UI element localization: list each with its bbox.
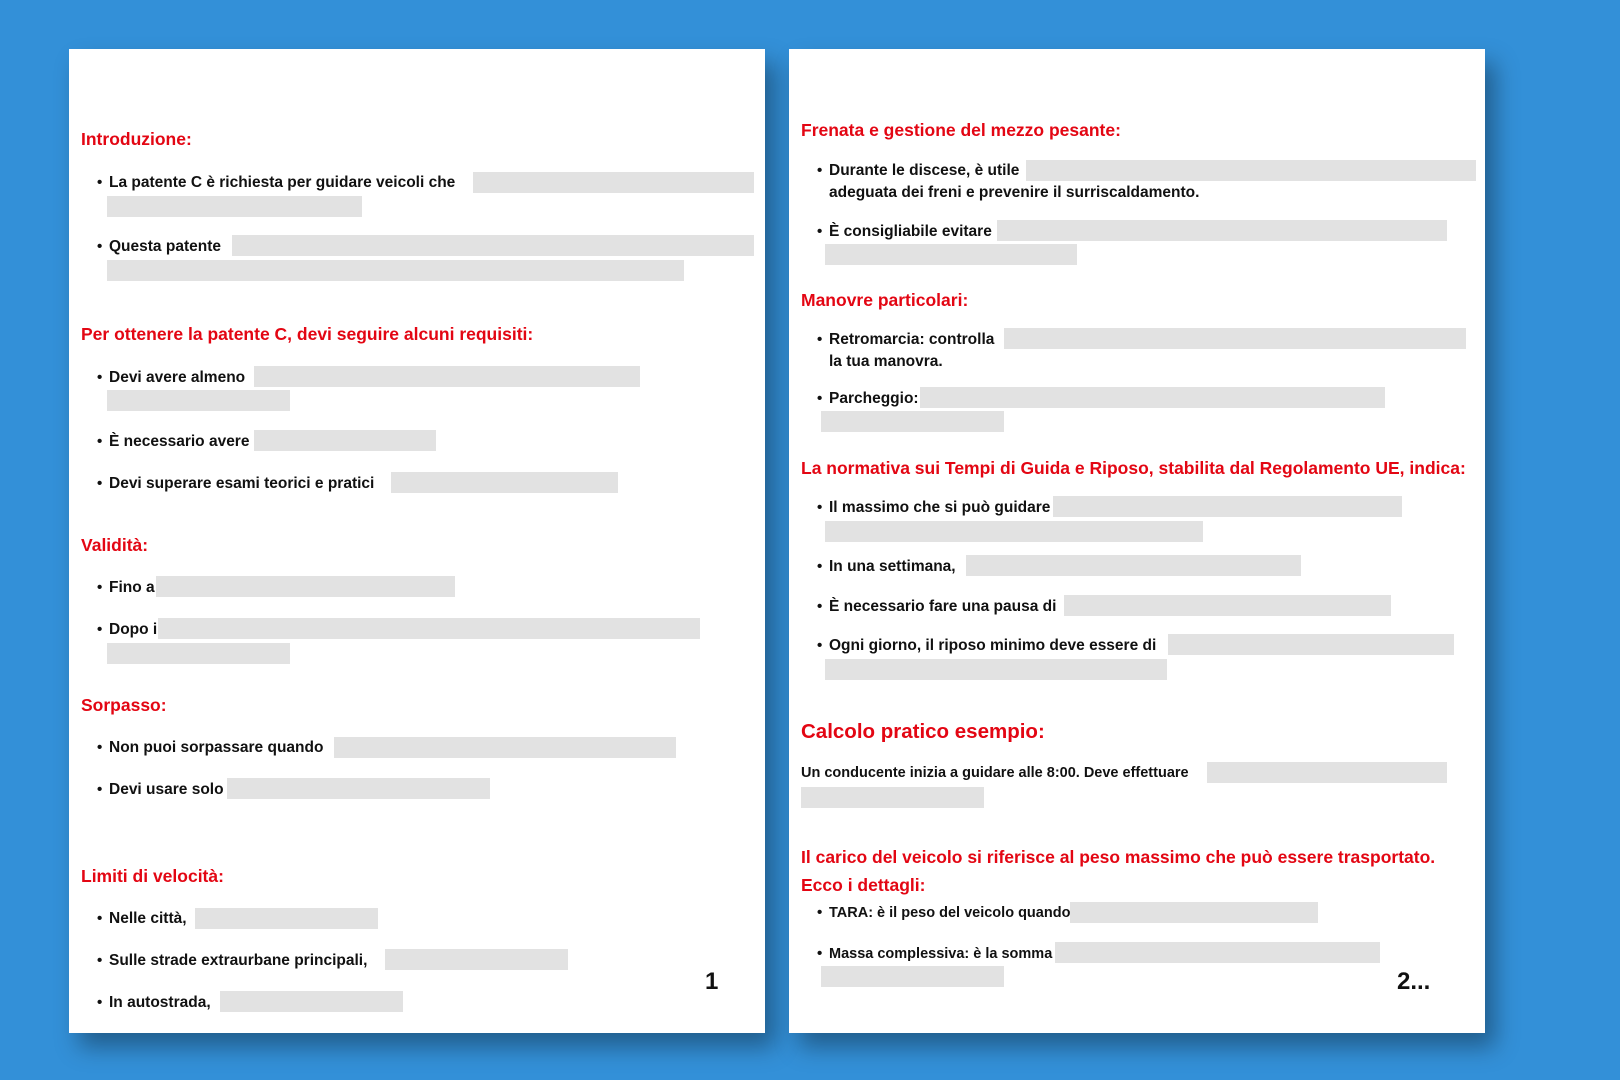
redacted-text <box>1055 942 1380 963</box>
bullet-icon: • <box>817 223 823 240</box>
bullet-icon: • <box>97 475 103 492</box>
heading-frenata: Frenata e gestione del mezzo pesante: <box>801 120 1121 140</box>
bullet-icon: • <box>817 637 823 654</box>
heading-introduzione: Introduzione: <box>81 129 192 149</box>
document-page-2: Frenata e gestione del mezzo pesante: • Durante le discese, è utile adeguata dei freni e prevenire il surriscaldamento. • È consigliabile evitare Manovre particolari: • Retromarcia: controlla la tua manovra. • Parcheggio: La normativa sui Tempi di Guida e Riposo, stabilita dal Regolamento UE, indica: • Il massimo che si può guidare • In una settimana, • È necessario fare una pausa di • Ogni giorno, il riposo minimo deve essere di Calcolo pratico esempio: Un conducente inizia a guidare alle 8:00. Deve effettuare Il carico del veicolo si riferisce al peso massimo che può essere trasportato. Ecco i dettagli: • TARA: è il peso del veicolo quando • Massa complessiva: è la somma 2... <box>789 49 1485 1033</box>
bullet-icon: • <box>97 238 103 255</box>
redacted-text <box>391 472 618 493</box>
redacted-text <box>1026 160 1476 181</box>
redacted-text <box>107 196 362 217</box>
heading-calcolo: Calcolo pratico esempio: <box>801 720 1045 743</box>
redacted-text <box>821 966 1004 987</box>
bullet-icon: • <box>97 433 103 450</box>
redacted-text <box>254 366 640 387</box>
redacted-text <box>825 659 1167 680</box>
bullet-icon: • <box>817 499 823 516</box>
redacted-text <box>997 220 1447 241</box>
redacted-text <box>107 260 684 281</box>
bullet-icon: • <box>97 739 103 756</box>
redacted-text <box>107 390 290 411</box>
redacted-text <box>156 576 455 597</box>
bullet-icon: • <box>97 910 103 927</box>
redacted-text <box>385 949 568 970</box>
heading-requisiti: Per ottenere la patente C, devi seguire alcuni requisiti: <box>81 324 534 344</box>
redacted-text <box>825 244 1077 265</box>
redacted-text <box>107 643 290 664</box>
redacted-text <box>1004 328 1466 349</box>
bullet-icon: • <box>817 904 823 921</box>
redacted-text <box>920 387 1385 408</box>
heading-manovre: Manovre particolari: <box>801 290 969 310</box>
bullet-icon: • <box>817 390 823 407</box>
bullet-icon: • <box>97 579 103 596</box>
heading-limiti-velocita: Limiti di velocità: <box>81 866 224 886</box>
redacted-text <box>801 787 984 808</box>
bullet-icon: • <box>97 781 103 798</box>
redacted-text <box>473 172 754 193</box>
bullet-icon: • <box>97 952 103 969</box>
redacted-text <box>821 411 1004 432</box>
redacted-text <box>227 778 490 799</box>
bullet-icon: • <box>817 162 823 179</box>
redacted-text <box>1207 762 1447 783</box>
redacted-text <box>254 430 436 451</box>
bullet-icon: • <box>817 331 823 348</box>
bullet-icon: • <box>817 945 823 962</box>
bullet-icon: • <box>817 598 823 615</box>
redacted-text <box>220 991 403 1012</box>
heading-sorpasso: Sorpasso: <box>81 695 167 715</box>
page-number: 1 <box>705 968 719 995</box>
redacted-text <box>825 521 1203 542</box>
redacted-text <box>158 618 700 639</box>
page-number: 2... <box>1397 968 1431 995</box>
redacted-text <box>1053 496 1402 517</box>
redacted-text <box>334 737 676 758</box>
redacted-text <box>1064 595 1391 616</box>
redacted-text <box>232 235 754 256</box>
heading-normativa: La normativa sui Tempi di Guida e Riposo, stabilita dal Regolamento UE, indica: <box>801 458 1466 478</box>
redacted-text <box>1070 902 1318 923</box>
bullet-icon: • <box>97 369 103 386</box>
bullet-icon: • <box>97 621 103 638</box>
document-page-1: Introduzione: • La patente C è richiesta per guidare veicoli che • Questa patente Per ottenere la patente C, devi seguire alcuni requisiti: • Devi avere almeno • È necessario avere • Devi superare esami teorici e pratici Validità: • Fino a • Dopo i Sorpasso: • Non puoi sorpassare quando • Devi usare solo Limiti di velocità: • Nelle città, • Sulle strade extraurbane principali, • In autostrada, 1 <box>69 49 765 1033</box>
redacted-text <box>966 555 1301 576</box>
redacted-text <box>195 908 378 929</box>
heading-carico: Il carico del veicolo si riferisce al peso massimo che può essere trasportato. Ecco i dettagli: <box>801 847 1436 895</box>
bullet-icon: • <box>97 174 103 191</box>
bullet-icon: • <box>97 994 103 1011</box>
bullet-icon: • <box>817 558 823 575</box>
redacted-text <box>1168 634 1454 655</box>
heading-validita: Validità: <box>81 535 149 555</box>
example-paragraph: Un conducente inizia a guidare alle 8:00. Deve effettuare <box>801 765 1189 781</box>
